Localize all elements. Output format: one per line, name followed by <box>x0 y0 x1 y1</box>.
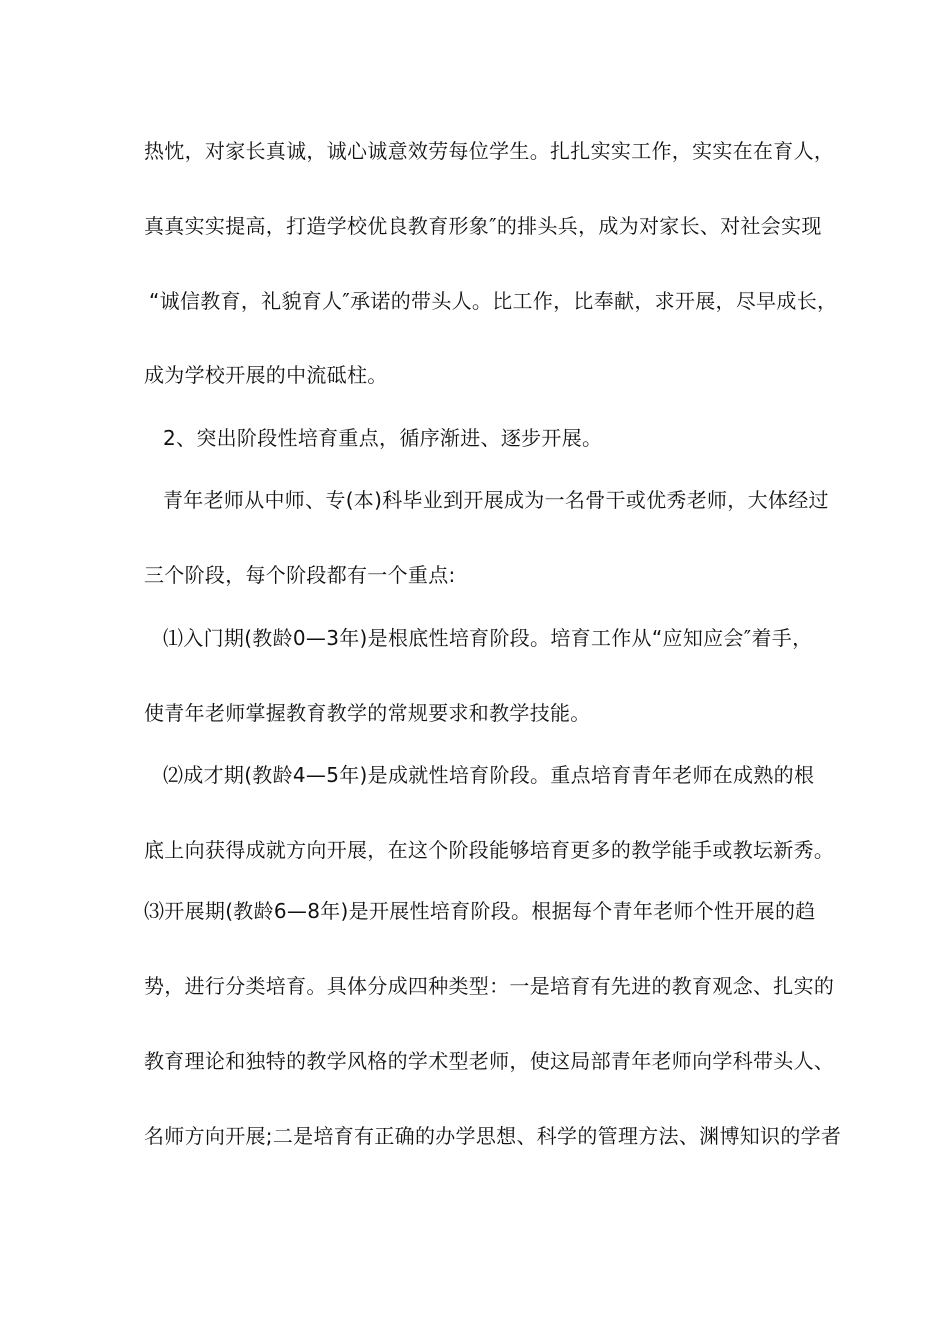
list-item-3-line-2: 势，进行分类培育。具体分成四种类型：一是培育有先进的教育观念、扎实的 <box>144 974 835 998</box>
list-item-2-line-1: ⑵成才期(教龄4—5年)是成就性培育阶段。重点培育青年老师在成熟的根 <box>163 763 815 787</box>
list-item-1-line-2: 使青年老师掌握教育教学的常规要求和教学技能。 <box>144 701 591 725</box>
list-item-3-line-4: 名师方向开展;二是培育有正确的办学思想、科学的管理方法、渊博知识的学者 <box>144 1124 842 1148</box>
paragraph-line-7: 三个阶段，每个阶段都有一个重点: <box>144 563 456 587</box>
list-item-2-line-2: 底上向获得成就方向开展，在这个阶段能够培育更多的教学能手或教坛新秀。 <box>144 838 835 862</box>
section-heading: 2、突出阶段性培育重点，循序渐进、逐步开展。 <box>163 426 603 450</box>
paragraph-line-4: 成为学校开展的中流砥柱。 <box>144 363 388 387</box>
paragraph-line-2: 真真实实提高，打造学校优良教育形象″的排头兵，成为对家长、对社会实现 <box>144 214 822 238</box>
list-item-3-line-1: ⑶开展期(教龄6—8年)是开展性培育阶段。根据每个青年老师个性开展的趋 <box>144 899 816 923</box>
paragraph-line-1: 热忱，对家长真诚，诚心诚意效劳每位学生。扎扎实实工作，实实在在育人， <box>144 139 835 163</box>
list-item-1-line-1: ⑴入门期(教龄0—3年)是根底性培育阶段。培育工作从“应知应会″着手， <box>163 626 813 650</box>
paragraph-line-6: 青年老师从中师、专(本)科毕业到开展成为一名骨干或优秀老师，大体经过 <box>163 488 829 512</box>
list-item-3-line-3: 教育理论和独特的教学风格的学术型老师，使这局部青年老师向学科带头人、 <box>144 1049 835 1073</box>
paragraph-line-3: “诚信教育，礼貌育人″承诺的带头人。比工作，比奉献，求开展，尽早成长， <box>149 289 838 313</box>
